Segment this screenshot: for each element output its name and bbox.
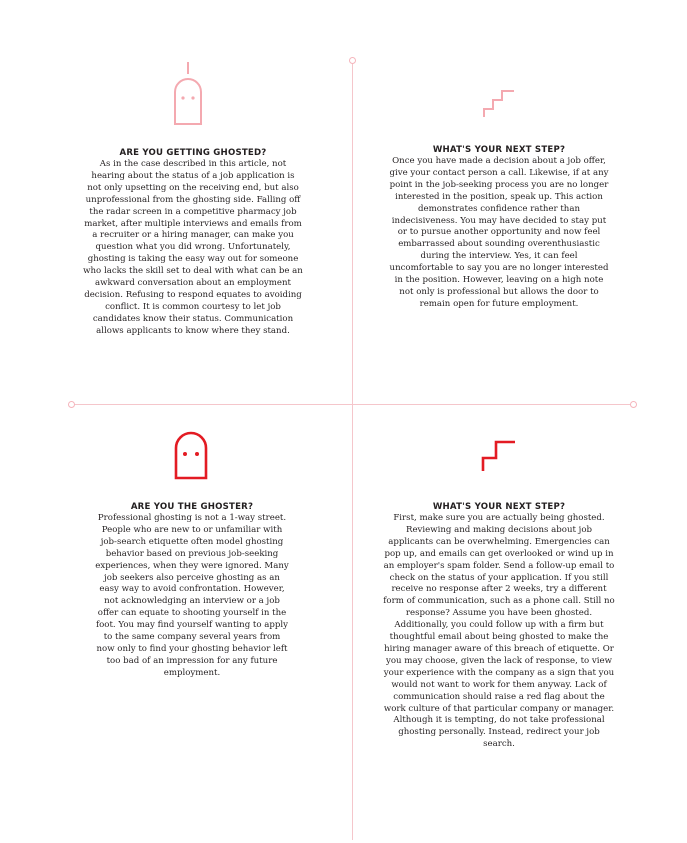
horizontal-divider <box>73 404 633 405</box>
section-getting-ghosted <box>83 147 303 338</box>
divider-end-dot-top <box>349 57 356 64</box>
section-body: First, make sure you are actually being ghosted. Reviewing and making decisions about job applicants can be overwhelming. Emergencies can pop up, and emails can get overlooked or wind up in an employer's spam folder. Send a follow-up email to check on the status of your application. If you still receive no response after 2 weeks, try a different form of communication, such as a phone call. Still no response? Assume you have been ghosted. Additionally, you could follow up with a firm but thoughtful email about being ghosted to make the hiring manager aware of this breach of etiquette. Or you may choose, given the lack of response, to view your experience with the company as a sign that you would not want to work for them anyway. Lack of communication should raise a red flag about the work culture of that particular company or manager. Although it is tempting, do not take professional ghosting personally. Instead, redirect your job search. <box>383 513 615 750</box>
section-heading: WHAT'S YOUR NEXT STEP? <box>432 502 566 512</box>
section-body: Once you have made a decision about a job offer, give your contact person a call. Likewise, if at any point in the job-seeking process you are no longer interested in the position, speak up. This action demonstrates confidence rather than indecisiveness. You may have decided to stay put or to pursue another opportunity and now feel embarrassed about sounding overenthusiastic during the interview. Yes, it can feel uncomfortable to say you are no longer interested in the position. However, leaving on a high note not only is professional but allows the door to remain open for future employment. <box>389 156 609 309</box>
steps-icon <box>481 439 517 473</box>
section-heading: ARE YOU THE GHOSTER? <box>130 502 254 512</box>
divider-end-dot-left <box>68 401 75 408</box>
section-the-ghoster <box>95 501 289 680</box>
section-body: Professional ghosting is not a 1-way street. People who are new to or unfamiliar with job-search etiquette often model ghosting behavior based on previous job-seeking experiences, when they were ignored. Many job seekers also perceive ghosting as an easy way to avoid confrontation. However, not acknowledging an interview or a job offer can equate to shooting yourself in the foot. You may find yourself wanting to apply to the same company several years from now only to find your ghosting behavior left too bad of an impression for any future employment. <box>95 513 289 678</box>
section-next-step-2 <box>383 501 615 751</box>
section-body: As in the case described in this article, not hearing about the status of a job application is not only upsetting on the receiving end, but also unprofessional from the ghosting side. Falling off the radar screen in a competitive pharmacy job market, after multiple interviews and emails from a recruiter or a hiring manager, can make you question what you did wrong. Unfortunately, ghosting is taking the easy way out for someone who lacks the skill set to deal with what can be an awkward conversation about an employment decision. Refusing to respond equates to avoiding conflict. It is common courtesy to let job candidates know their status. Communication allows applicants to know where they stand. <box>83 159 303 336</box>
steps-icon <box>482 89 516 119</box>
vertical-divider <box>352 60 353 840</box>
ghost-icon <box>171 427 211 481</box>
section-heading: ARE YOU GETTING GHOSTED? <box>119 148 267 158</box>
divider-end-dot-right <box>630 401 637 408</box>
ghost-icon <box>170 62 206 128</box>
section-heading: WHAT'S YOUR NEXT STEP? <box>432 145 566 155</box>
section-next-step-1 <box>389 144 609 311</box>
